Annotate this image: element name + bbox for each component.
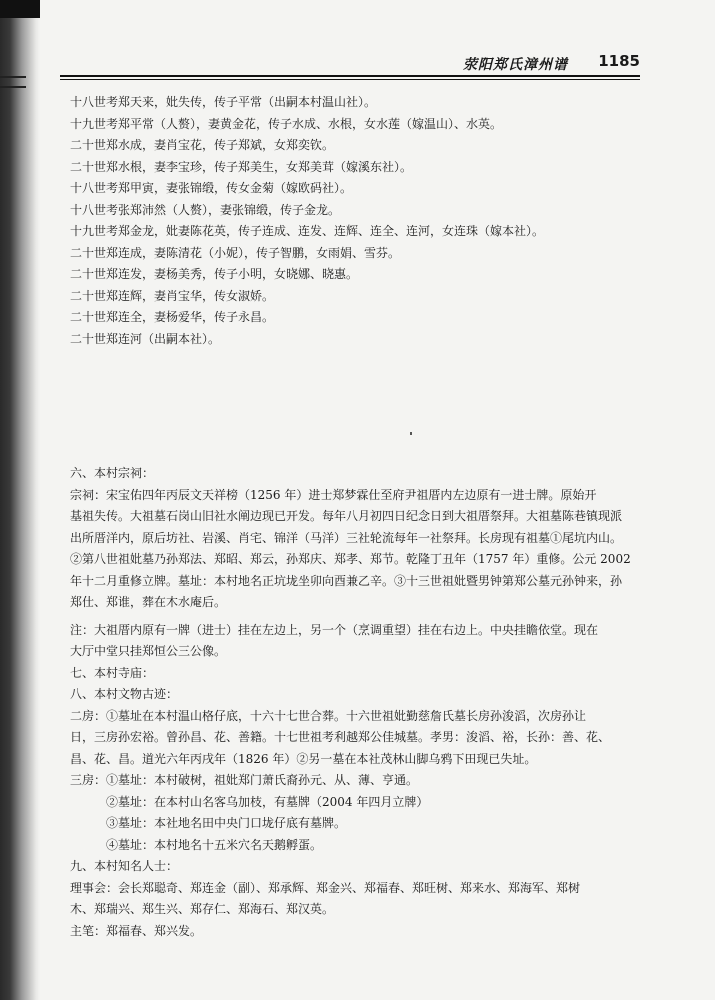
ancestral-hall-paragraph-line: ②第八世祖妣墓乃孙郑法、郑昭、郑云，孙郑庆、郑孝、郑节。乾隆丁丑年（1757 年）重修。公元 2002	[70, 552, 631, 566]
scan-speck	[410, 432, 412, 435]
scan-binding-edge	[0, 0, 40, 1000]
second-branch-line: 昌、花、昌。道光六年丙戌年（1826 年）②另一墓在本社茂林山脚乌鸦下田现已失址。	[70, 751, 537, 766]
book-title: 荥阳郑氏漳州谱	[463, 57, 568, 73]
page-header	[60, 52, 640, 74]
binding-mark	[0, 76, 26, 78]
genealogy-line: 二十世郑水根，妻李宝珍，传子郑美生，女郑美茸（嫁溪东社）。	[70, 159, 413, 174]
section-heading-temple: 七、本村寺庙：	[70, 665, 155, 680]
genealogy-line: 十八世考郑天来，妣失传，传子平常（出嗣本村温山社）。	[70, 95, 377, 109]
ancestral-hall-paragraph-line: 年十二月重修立牌。墓址：本村地名正坑垅坐卯向酉兼乙辛。③十三世祖妣暨男钟第郑公墓元孙钟来，孙	[70, 573, 623, 588]
genealogy-line: 十九世考郑平常（人赘），妻黄金花，传子水成、水根，女水莲（嫁温山）、水英。	[70, 116, 503, 131]
genealogy-line: 二十世郑连发，妻杨美秀，传子小明，女晓娜、晓惠。	[70, 267, 359, 281]
third-branch-line: ③墓址：本社地名田中央门口垅仔底有墓牌。	[106, 816, 347, 830]
note-paragraph-line: 大厅中堂只挂郑恒公三公像。	[70, 644, 227, 658]
ancestral-hall-paragraph-line: 郑仕、郑谁，葬在木水庵后。	[70, 595, 227, 609]
section-heading-relics: 八、本村文物古迹：	[70, 687, 179, 701]
binding-mark	[0, 86, 26, 88]
third-branch-line: ④墓址：本村地名十五米穴名天鹅孵蛋。	[106, 837, 323, 852]
second-branch-line: 二房：①墓址在本村温山格仔底，十六十七世合葬。十六世祖妣勤慈詹氏墓长房孙浚滔，次房孙让	[70, 708, 587, 723]
second-branch-line: 日，三房孙宏裕。曾孙昌、花、善籍。十七世祖考利越郑公佳城墓。孝男：浚滔、裕，长孙：善、花、	[70, 730, 611, 744]
editor-line: 主笔：郑福春、郑兴发。	[70, 923, 203, 938]
page-number: 1185	[598, 52, 640, 70]
header-rule-thin	[60, 79, 640, 80]
genealogy-line: 二十世郑水成，妻肖宝花，传子郑斌，女郑奕钦。	[70, 138, 335, 152]
scan-corner-shadow	[0, 0, 40, 18]
third-branch-line: ②墓址：在本村山名客乌加枝，有墓牌（2004 年四月立牌）	[106, 794, 429, 809]
genealogy-line: 二十世郑连全，妻杨爱华，传子永昌。	[70, 310, 275, 324]
genealogy-line: 二十世郑连辉，妻肖宝华，传女淑娇。	[70, 288, 275, 303]
section-heading-ancestral-hall: 六、本村宗祠：	[70, 466, 155, 480]
genealogy-line: 二十世郑连成，妻陈清花（小妮），传子智鹏，女雨娟、雪芬。	[70, 245, 401, 260]
ancestral-hall-paragraph-line: 基祖失传。大祖墓石岗山旧社水阐边现已开发。每年八月初四日纪念日到大祖厝祭拜。大祖墓陈巷镇现派	[70, 509, 623, 523]
council-line: 理事会：会长郑聪奇、郑连金（副）、郑承辉、郑金兴、郑福春、郑旺树、郑来水、郑海军、郑树	[70, 880, 581, 895]
ancestral-hall-paragraph-line: 宗祠：宋宝佑四年丙辰文天祥榜（1256 年）进士郑梦霖仕至府尹祖厝内左边原有一进士牌。原始开	[70, 487, 597, 502]
genealogy-list	[70, 92, 642, 350]
genealogy-line: 二十世郑连河（出嗣本社）。	[70, 331, 221, 346]
section-heading-notables: 九、本村知名人士：	[70, 859, 179, 873]
genealogy-line: 十八世考张郑沛然（人赘），妻张锦缎，传子金龙。	[70, 202, 341, 217]
genealogy-line: 十八世考郑甲寅，妻张锦缎，传女金菊（嫁欧码社）。	[70, 181, 353, 195]
ancestral-hall-paragraph-line: 出所厝洋内，原后坊社、岩溪、肖宅、锦洋（马洋）三社轮流每年一社祭拜。长房现有祖墓①尾坑内山。	[70, 530, 623, 545]
council-line: 木、郑瑞兴、郑生兴、郑存仁、郑海石、郑汉英。	[70, 902, 335, 916]
third-branch-line: 三房：①墓址：本村破树，祖妣郑门萧氏裔孙元、从、薄、亨通。	[70, 773, 419, 787]
note-paragraph-line: 注：大祖厝内原有一牌（进士）挂在左边上，另一个（烹调重望）挂在右边上。中央挂瞻依堂。现在	[70, 622, 599, 637]
genealogy-line: 十九世考郑金龙，妣妻陈花英，传子连成、连发、连辉、连全、连河，女连珠（嫁本社）。	[70, 224, 545, 238]
lower-sections	[70, 463, 645, 942]
header-rule	[60, 75, 640, 77]
